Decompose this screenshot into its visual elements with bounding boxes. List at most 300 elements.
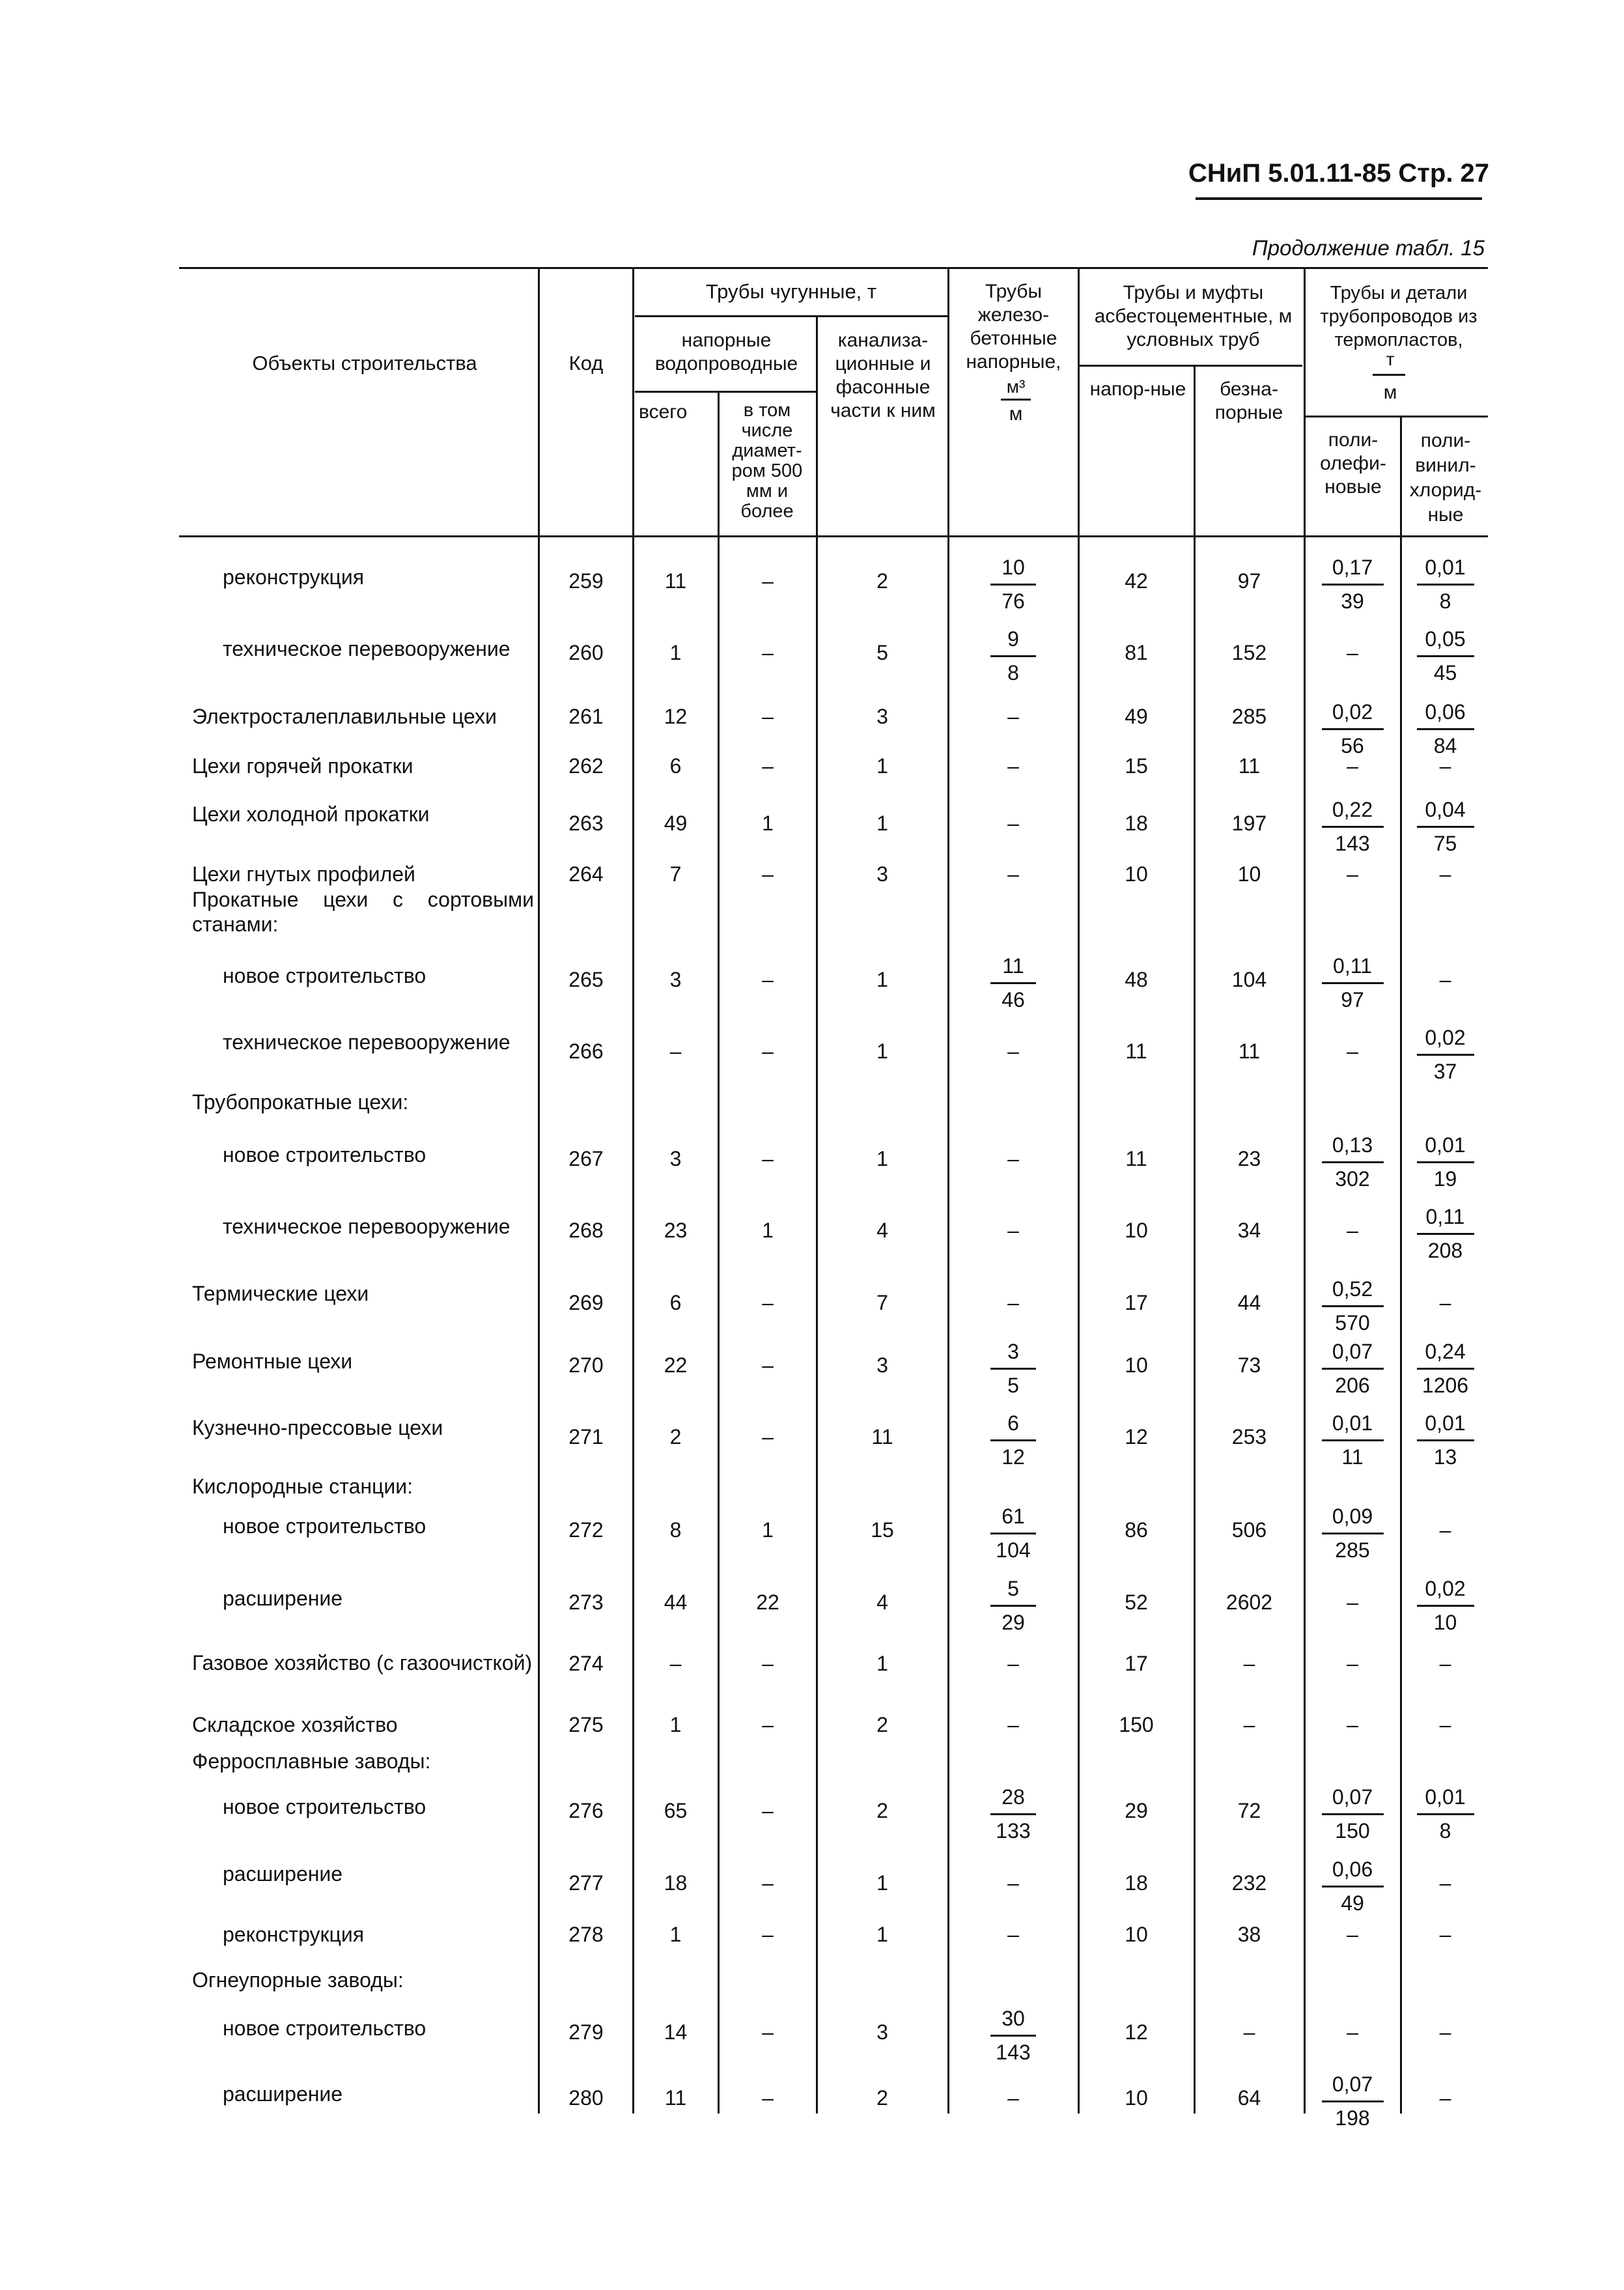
fraction-denominator: 1206: [1421, 1374, 1469, 1397]
row-ac-p: 150: [1119, 1713, 1154, 1736]
row-fraction-po: [1322, 1409, 1384, 1472]
row-total: 1: [669, 1923, 682, 1946]
row-fraction-rc: [990, 1338, 1036, 1400]
fraction-bar: [1417, 655, 1474, 657]
row-rc: –: [1007, 1039, 1019, 1063]
row-total: –: [669, 1652, 682, 1675]
row-sewer: 1: [876, 968, 888, 991]
row-name: новое строительство: [223, 1795, 427, 1818]
row-pvc: –: [1439, 1871, 1451, 1895]
row-code: 263: [568, 812, 604, 835]
fraction-bar: [1322, 584, 1384, 586]
row-rc: –: [1007, 812, 1019, 835]
row-d500: –: [762, 705, 774, 728]
fraction-denominator: 97: [1341, 988, 1364, 1011]
fraction-numerator: 0,11: [1425, 1205, 1465, 1228]
row-ac-p: 29: [1125, 1799, 1148, 1822]
row-fraction-pvc: [1417, 796, 1474, 858]
fraction-denominator: 46: [1001, 988, 1025, 1011]
row-fraction-rc: [990, 1575, 1036, 1637]
fraction-denominator: 49: [1341, 1891, 1364, 1915]
row-ac-p: 49: [1125, 705, 1148, 728]
row-po: –: [1347, 862, 1358, 886]
fraction-numerator: 61: [1001, 1505, 1025, 1528]
row-code: 266: [568, 1039, 604, 1063]
fraction-numerator: 0,07: [1332, 1785, 1373, 1809]
fraction-denominator: 133: [996, 1819, 1031, 1843]
row-ac-f: 285: [1231, 705, 1267, 728]
fraction-denominator: 302: [1335, 1167, 1370, 1191]
row-fraction-po: [1322, 1503, 1384, 1565]
fraction-denominator: 8: [1007, 661, 1019, 685]
row-sewer: 1: [876, 1039, 888, 1063]
fraction-bar: [990, 584, 1036, 586]
row-ac-p: 18: [1125, 1871, 1148, 1895]
row-fraction-pvc: [1417, 698, 1474, 761]
col-rule-tp-mid: [1400, 416, 1402, 2113]
row-d500: –: [762, 1799, 774, 1822]
header-rule-tp: [1306, 416, 1488, 417]
fraction-bar: [1417, 1368, 1474, 1370]
row-ac-f: 11: [1238, 1039, 1261, 1063]
row-ac-f: 34: [1237, 1219, 1261, 1242]
row-sewer: 2: [876, 569, 888, 593]
row-po: –: [1347, 2020, 1358, 2044]
row-ac-f: 2602: [1225, 1590, 1273, 1614]
fraction-numerator: 0,04: [1425, 798, 1466, 821]
row-name: техническое перевооружение: [223, 1215, 511, 1238]
fraction-numerator: 6: [1007, 1411, 1019, 1435]
fraction-denominator: 208: [1427, 1239, 1463, 1262]
col-rule-total-right: [718, 391, 720, 2113]
fraction-bar: [990, 982, 1036, 984]
row-d500: –: [762, 641, 774, 664]
fraction-bar: [1322, 1886, 1384, 1887]
row-d500: –: [762, 1353, 774, 1377]
fraction-denominator: 198: [1335, 2106, 1370, 2130]
fraction-numerator: 0,11: [1333, 954, 1372, 978]
row-name: Складское хозяйство: [192, 1713, 398, 1736]
row-fraction-pvc: [1417, 1409, 1474, 1472]
row-code: 272: [568, 1518, 604, 1542]
row-d500: –: [762, 569, 774, 593]
row-d500: 1: [762, 1518, 774, 1542]
fraction-bar: [1417, 1054, 1474, 1056]
fraction-bar: [990, 2035, 1036, 2037]
row-ac-p: 12: [1125, 2020, 1148, 2044]
row-name: Цехи горячей прокатки: [192, 754, 413, 778]
row-name: Трубопрокатные цехи:: [192, 1090, 409, 1114]
row-d500: –: [762, 968, 774, 991]
fraction-denominator: 29: [1001, 1611, 1025, 1634]
fraction-denominator: 285: [1335, 1538, 1370, 1562]
row-d500: –: [762, 1291, 774, 1314]
row-name: Ремонтные цехи: [192, 1350, 353, 1373]
fraction-numerator: 0,09: [1332, 1505, 1373, 1528]
row-ac-f: –: [1243, 1652, 1255, 1675]
row-d500: 22: [756, 1590, 779, 1614]
row-sewer: 3: [876, 705, 888, 728]
fraction-bar: [1417, 728, 1474, 730]
fraction-denominator: 10: [1433, 1611, 1457, 1634]
row-ac-p: 86: [1125, 1518, 1148, 1542]
row-name: реконструкция: [223, 565, 365, 589]
header-tp-den: м: [1383, 382, 1397, 403]
row-name: реконструкция: [223, 1923, 365, 1946]
header-incl-500: в том числе диамет-ром 500 мм и более: [731, 400, 803, 522]
row-ac-p: 10: [1125, 1219, 1148, 1242]
fraction-numerator: 0,01: [1425, 1411, 1466, 1435]
fraction-bar: [1417, 1161, 1474, 1163]
row-fraction-pvc: [1417, 1203, 1474, 1265]
row-name: Газовое хозяйство (с газоочисткой): [192, 1651, 533, 1675]
row-code: 259: [568, 569, 604, 593]
row-fraction-po: [1322, 1338, 1384, 1400]
row-total: 3: [669, 1147, 682, 1170]
row-code: 260: [568, 641, 604, 664]
row-ac-f: 64: [1237, 2086, 1261, 2110]
row-total: 7: [669, 862, 682, 886]
row-total: 3: [669, 968, 682, 991]
fraction-denominator: 143: [1335, 832, 1370, 855]
fraction-numerator: 0,13: [1332, 1133, 1373, 1157]
header-tp-pvc: поли-винил-хлорид-ные: [1409, 430, 1482, 526]
row-ac-p: 10: [1125, 862, 1148, 886]
fraction-bar: [990, 1605, 1036, 1607]
fraction-denominator: 143: [996, 2041, 1031, 2064]
row-total: –: [669, 1039, 682, 1063]
row-ac-f: 73: [1237, 1353, 1261, 1377]
row-fraction-pvc: [1417, 1131, 1474, 1194]
row-ac-f: –: [1243, 1713, 1255, 1736]
row-ac-p: 81: [1125, 641, 1148, 664]
row-code: 278: [568, 1923, 604, 1946]
row-code: 267: [568, 1147, 604, 1170]
row-name: Ферросплавные заводы:: [192, 1749, 431, 1773]
row-code: 274: [568, 1652, 604, 1675]
row-rc: –: [1007, 1871, 1019, 1895]
row-fraction-rc: [990, 1409, 1036, 1472]
fraction-numerator: 0,17: [1332, 556, 1373, 579]
row-code: 269: [568, 1291, 604, 1314]
row-code: 270: [568, 1353, 604, 1377]
row-name: Огнеупорные заводы:: [192, 1968, 404, 1992]
row-fraction-po: [1322, 698, 1384, 761]
row-fraction-pvc: [1417, 1575, 1474, 1637]
fraction-bar: [1322, 1305, 1384, 1307]
row-d500: –: [762, 1652, 774, 1675]
row-fraction-pvc: [1417, 1783, 1474, 1846]
row-d500: –: [762, 1713, 774, 1736]
row-d500: 1: [762, 1219, 774, 1242]
row-sewer: 2: [876, 2086, 888, 2110]
row-sewer: 7: [876, 1291, 888, 1314]
row-total: 18: [664, 1871, 688, 1895]
row-sewer: 11: [871, 1425, 893, 1449]
row-ac-p: 15: [1125, 754, 1148, 778]
fraction-denominator: 75: [1433, 832, 1457, 855]
row-rc: –: [1007, 1219, 1019, 1242]
row-total: 23: [664, 1219, 688, 1242]
row-fraction-pvc: [1417, 1338, 1474, 1400]
fraction-denominator: 56: [1341, 734, 1364, 757]
fraction-numerator: 0,06: [1425, 700, 1466, 724]
col-rule-ac-mid: [1194, 365, 1196, 2113]
header-pressure-water: напорные водопроводные: [654, 330, 798, 375]
row-code: 265: [568, 968, 604, 991]
row-po: –: [1347, 1652, 1358, 1675]
row-fraction-po: [1322, 1131, 1384, 1194]
fraction-denominator: 8: [1439, 1819, 1451, 1843]
row-fraction-rc: [990, 952, 1036, 1015]
fraction-numerator: 3: [1007, 1340, 1019, 1363]
row-rc: –: [1007, 754, 1019, 778]
row-ac-f: 23: [1237, 1147, 1261, 1170]
header-tp-num: т: [1386, 349, 1395, 369]
row-fraction-po: [1322, 554, 1384, 616]
row-total: 65: [664, 1799, 688, 1822]
fraction-numerator: 0,01: [1425, 556, 1466, 579]
fraction-bar: [1417, 584, 1474, 586]
header-code: Код: [568, 352, 604, 375]
fraction-bar: [1417, 826, 1474, 828]
fraction-bar: [1322, 1439, 1384, 1441]
row-ac-p: 17: [1125, 1652, 1148, 1675]
row-ac-f: 197: [1231, 812, 1267, 835]
row-sewer: 4: [876, 1590, 888, 1614]
row-sewer: 2: [876, 1799, 888, 1822]
row-sewer: 2: [876, 1713, 888, 1736]
fraction-bar: [1322, 982, 1384, 984]
fraction-numerator: 0,01: [1332, 1411, 1373, 1435]
fraction-bar: [990, 1533, 1036, 1534]
row-fraction-pvc: [1417, 625, 1474, 688]
row-ac-p: 48: [1125, 968, 1148, 991]
row-sewer: 1: [876, 1923, 888, 1946]
row-rc: –: [1007, 862, 1019, 886]
row-total: 1: [669, 1713, 682, 1736]
col-rule-500-right: [816, 315, 818, 2113]
fraction-bar: [1417, 1233, 1474, 1235]
row-total: 8: [669, 1518, 682, 1542]
row-name: Прокатные цехи с сортовыми станами:: [192, 888, 534, 936]
row-sewer: 1: [876, 812, 888, 835]
fraction-numerator: 0,02: [1425, 1577, 1466, 1600]
row-po: –: [1347, 1039, 1358, 1063]
row-po: –: [1347, 1923, 1358, 1946]
row-name: техническое перевооружение: [223, 1030, 511, 1054]
col-rule-rc-right: [1078, 267, 1080, 2113]
header-tp-po: поли-олефи-новые: [1320, 429, 1386, 498]
header-tp: Трубы и детали трубопроводов из термопластов,: [1320, 283, 1477, 350]
row-ac-p: 42: [1125, 569, 1148, 593]
row-pvc: –: [1439, 1291, 1451, 1314]
row-d500: –: [762, 1425, 774, 1449]
fraction-denominator: 37: [1433, 1060, 1457, 1083]
row-d500: –: [762, 1039, 774, 1063]
row-po: –: [1347, 754, 1358, 778]
header-rule-ac: [1080, 365, 1302, 367]
row-total: 2: [669, 1425, 682, 1449]
row-ac-f: 232: [1231, 1871, 1267, 1895]
row-sewer: 15: [871, 1518, 894, 1542]
row-total: 1: [669, 641, 682, 664]
fraction-denominator: 11: [1341, 1445, 1364, 1469]
header-rule-cast-iron: [635, 315, 947, 317]
fraction-denominator: 39: [1341, 589, 1364, 613]
header-cast-iron: Трубы чугунные, т: [705, 280, 877, 303]
row-po: –: [1347, 1219, 1358, 1242]
fraction-bar: [990, 1813, 1036, 1815]
row-pvc: –: [1439, 2020, 1451, 2044]
row-ac-p: 11: [1125, 1147, 1147, 1170]
row-code: 275: [568, 1713, 604, 1736]
fraction-bar: [1417, 1605, 1474, 1607]
row-ac-p: 12: [1125, 1425, 1148, 1449]
header-rc-num: м³: [1006, 376, 1026, 397]
row-po: –: [1347, 1590, 1358, 1614]
row-d500: –: [762, 2086, 774, 2110]
row-ac-p: 10: [1125, 1353, 1148, 1377]
fraction-numerator: 0,07: [1332, 2072, 1373, 2096]
row-ac-f: 11: [1238, 754, 1261, 778]
fraction-denominator: 12: [1001, 1445, 1025, 1469]
row-fraction-rc: [990, 554, 1036, 616]
row-sewer: 1: [876, 1871, 888, 1895]
fraction-denominator: 206: [1335, 1374, 1370, 1397]
row-code: 271: [568, 1425, 604, 1449]
row-pvc: –: [1439, 1518, 1451, 1542]
fraction-denominator: 84: [1433, 734, 1457, 757]
fraction-bar: [1322, 1368, 1384, 1370]
row-total: 11: [664, 2086, 687, 2110]
row-d500: 1: [762, 812, 774, 835]
table-top-rule: [179, 267, 1488, 269]
col-rule-ac-right: [1304, 267, 1306, 2113]
fraction-bar: [1322, 1161, 1384, 1163]
header-bottom-rule: [179, 535, 1488, 537]
header-ac: Трубы и муфты асбестоцементные, м условных труб: [1094, 282, 1293, 350]
row-code: 262: [568, 754, 604, 778]
row-name: расширение: [223, 1862, 343, 1886]
fraction-bar: [1322, 728, 1384, 730]
fraction-numerator: 0,22: [1332, 798, 1373, 821]
row-sewer: 3: [876, 2020, 888, 2044]
row-total: 6: [669, 1291, 682, 1314]
row-fraction-pvc: [1417, 554, 1474, 616]
fraction-denominator: 76: [1001, 589, 1025, 613]
fraction-numerator: 30: [1001, 2007, 1025, 2030]
row-code: 280: [568, 2086, 604, 2110]
row-fraction-rc: [990, 1503, 1036, 1565]
running-title: СНиП 5.01.11-85 Стр. 27: [1188, 159, 1490, 188]
row-ac-f: –: [1243, 2020, 1255, 2044]
row-total: 44: [664, 1590, 688, 1614]
row-ac-f: 506: [1231, 1518, 1267, 1542]
fraction-numerator: 10: [1001, 556, 1025, 579]
fraction-denominator: 150: [1335, 1819, 1370, 1843]
row-ac-p: 11: [1125, 1039, 1147, 1063]
row-ac-f: 10: [1237, 862, 1261, 886]
fraction-bar: [990, 1368, 1036, 1370]
row-code: 276: [568, 1799, 604, 1822]
row-total: 14: [664, 2020, 688, 2044]
row-sewer: 1: [876, 1147, 888, 1170]
row-name: Цехи холодной прокатки: [192, 802, 430, 826]
header-ac-pressure: напор-ные: [1089, 378, 1186, 400]
row-ac-p: 18: [1125, 812, 1148, 835]
fraction-numerator: 5: [1007, 1577, 1019, 1600]
row-ac-f: 44: [1237, 1291, 1261, 1314]
fraction-denominator: 104: [996, 1538, 1031, 1562]
fraction-numerator: 9: [1007, 627, 1019, 651]
row-name: Кислородные станции:: [192, 1475, 413, 1498]
row-fraction-po: [1322, 2071, 1384, 2133]
row-sewer: 1: [876, 1652, 888, 1675]
row-ac-f: 72: [1237, 1799, 1261, 1822]
fraction-numerator: 0,02: [1332, 700, 1373, 724]
row-rc: –: [1007, 2086, 1019, 2110]
fraction-denominator: 19: [1433, 1167, 1457, 1191]
row-total: 12: [664, 705, 688, 728]
fraction-numerator: 0,24: [1425, 1340, 1466, 1363]
row-rc: –: [1007, 705, 1019, 728]
row-name: новое строительство: [223, 964, 427, 987]
row-code: 277: [568, 1871, 604, 1895]
fraction-bar: [1322, 1533, 1384, 1534]
header-rc-den: м: [1009, 403, 1023, 425]
row-fraction-po: [1322, 1275, 1384, 1338]
row-fraction-pvc: [1417, 1024, 1474, 1086]
row-fraction-po: [1322, 1856, 1384, 1918]
fraction-numerator: 28: [1001, 1785, 1025, 1809]
row-code: 264: [568, 862, 604, 886]
row-d500: –: [762, 1923, 774, 1946]
row-code: 273: [568, 1590, 604, 1614]
row-ac-f: 38: [1237, 1923, 1261, 1946]
row-sewer: 3: [876, 862, 888, 886]
header-rc-bar: [1001, 399, 1031, 401]
row-total: 6: [669, 754, 682, 778]
row-name: Кузнечно-прессовые цехи: [192, 1416, 443, 1439]
row-d500: –: [762, 862, 774, 886]
fraction-bar: [1322, 2100, 1384, 2102]
row-sewer: 5: [876, 641, 888, 664]
row-ac-p: 17: [1125, 1291, 1148, 1314]
row-rc: –: [1007, 1923, 1019, 1946]
header-ac-free: безна-порные: [1214, 378, 1283, 423]
row-d500: –: [762, 2020, 774, 2044]
row-name: новое строительство: [223, 1514, 427, 1538]
fraction-denominator: 8: [1439, 589, 1451, 613]
row-pvc: –: [1439, 2086, 1451, 2110]
fraction-numerator: 0,01: [1425, 1133, 1466, 1157]
row-fraction-po: [1322, 796, 1384, 858]
fraction-bar: [1417, 1439, 1474, 1441]
header-objects: Объекты строительства: [252, 352, 477, 375]
fraction-denominator: 570: [1335, 1311, 1370, 1335]
header-rule-pressure: [635, 391, 817, 393]
fraction-bar: [1322, 826, 1384, 828]
table-continuation-note: Продолжение табл. 15: [1252, 236, 1485, 260]
header-total: всего: [639, 401, 688, 423]
col-rule-code-right: [632, 267, 634, 2113]
row-name: расширение: [223, 2082, 343, 2106]
row-ac-f: 104: [1231, 968, 1267, 991]
row-name: новое строительство: [223, 2016, 427, 2040]
row-rc: –: [1007, 1713, 1019, 1736]
row-sewer: 4: [876, 1219, 888, 1242]
